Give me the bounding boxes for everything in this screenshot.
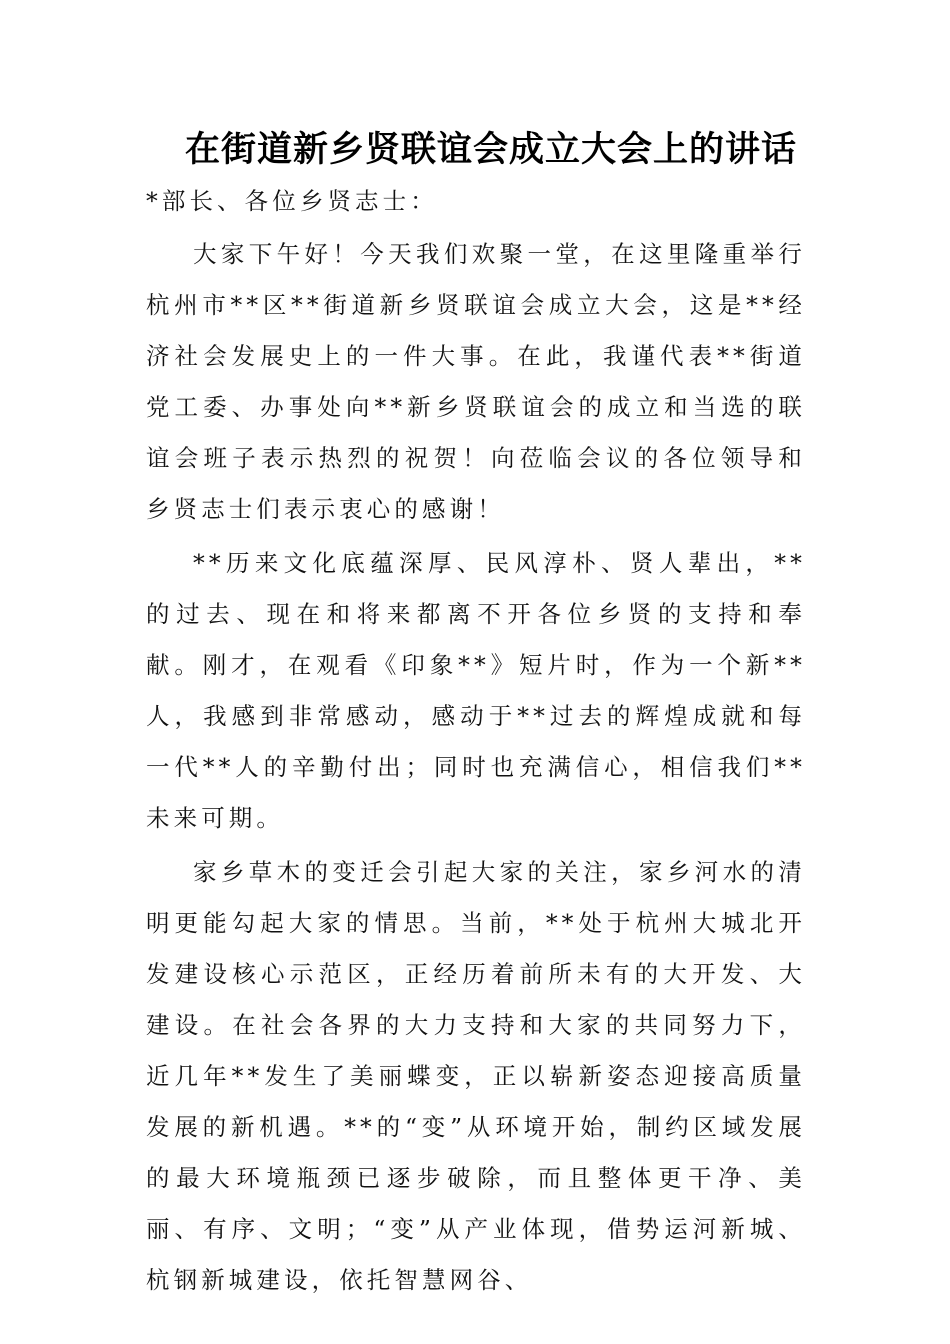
paragraph-2: **历来文化底蕴深厚、民风淳朴、贤人辈出，**的过去、现在和将来都离不开各位乡贤的支持和奉献。刚才，在观看《印象**》短片时，作为一个新**人，我感到非常感动，感动于**过去的辉煌成就和每一代**人的辛勤付出；同时也充满信心，相信我们**未来可期。 (146, 549, 806, 832)
paragraph-3: 家乡草木的变迁会引起大家的关注，家乡河水的清明更能勾起大家的情思。当前，**处于杭州大城北开发建设核心示范区，正经历着前所未有的大开发、大建设。在社会各界的大力支持和大家的共同努力下，近几年**发生了美丽蝶变，正以崭新姿态迎接高质量发展的新机遇。**的“变”从环境开始，制约区域发展的最大环境瓶颈已逐步破除，而且整体更干净、美丽、有序、文明；“变”从产业体现，借势运河新城、杭钢新城建设，依托智慧网谷、 (146, 858, 806, 1294)
document-title: 在街道新乡贤联谊会成立大会上的讲话 (184, 129, 797, 170)
document-body (146, 176, 806, 1309)
salutation: *部长、各位乡贤志士： (146, 187, 438, 215)
paragraph-1: 大家下午好！今天我们欢聚一堂，在这里隆重举行杭州市**区**街道新乡贤联谊会成立大会，这是**经济社会发展史上的一件大事。在此，我谨代表**街道党工委、办事处向**新乡贤联谊会的成立和当选的联谊会班子表示热烈的祝贺！向莅临会议的各位领导和乡贤志士们表示衷心的感谢！ (146, 240, 806, 523)
